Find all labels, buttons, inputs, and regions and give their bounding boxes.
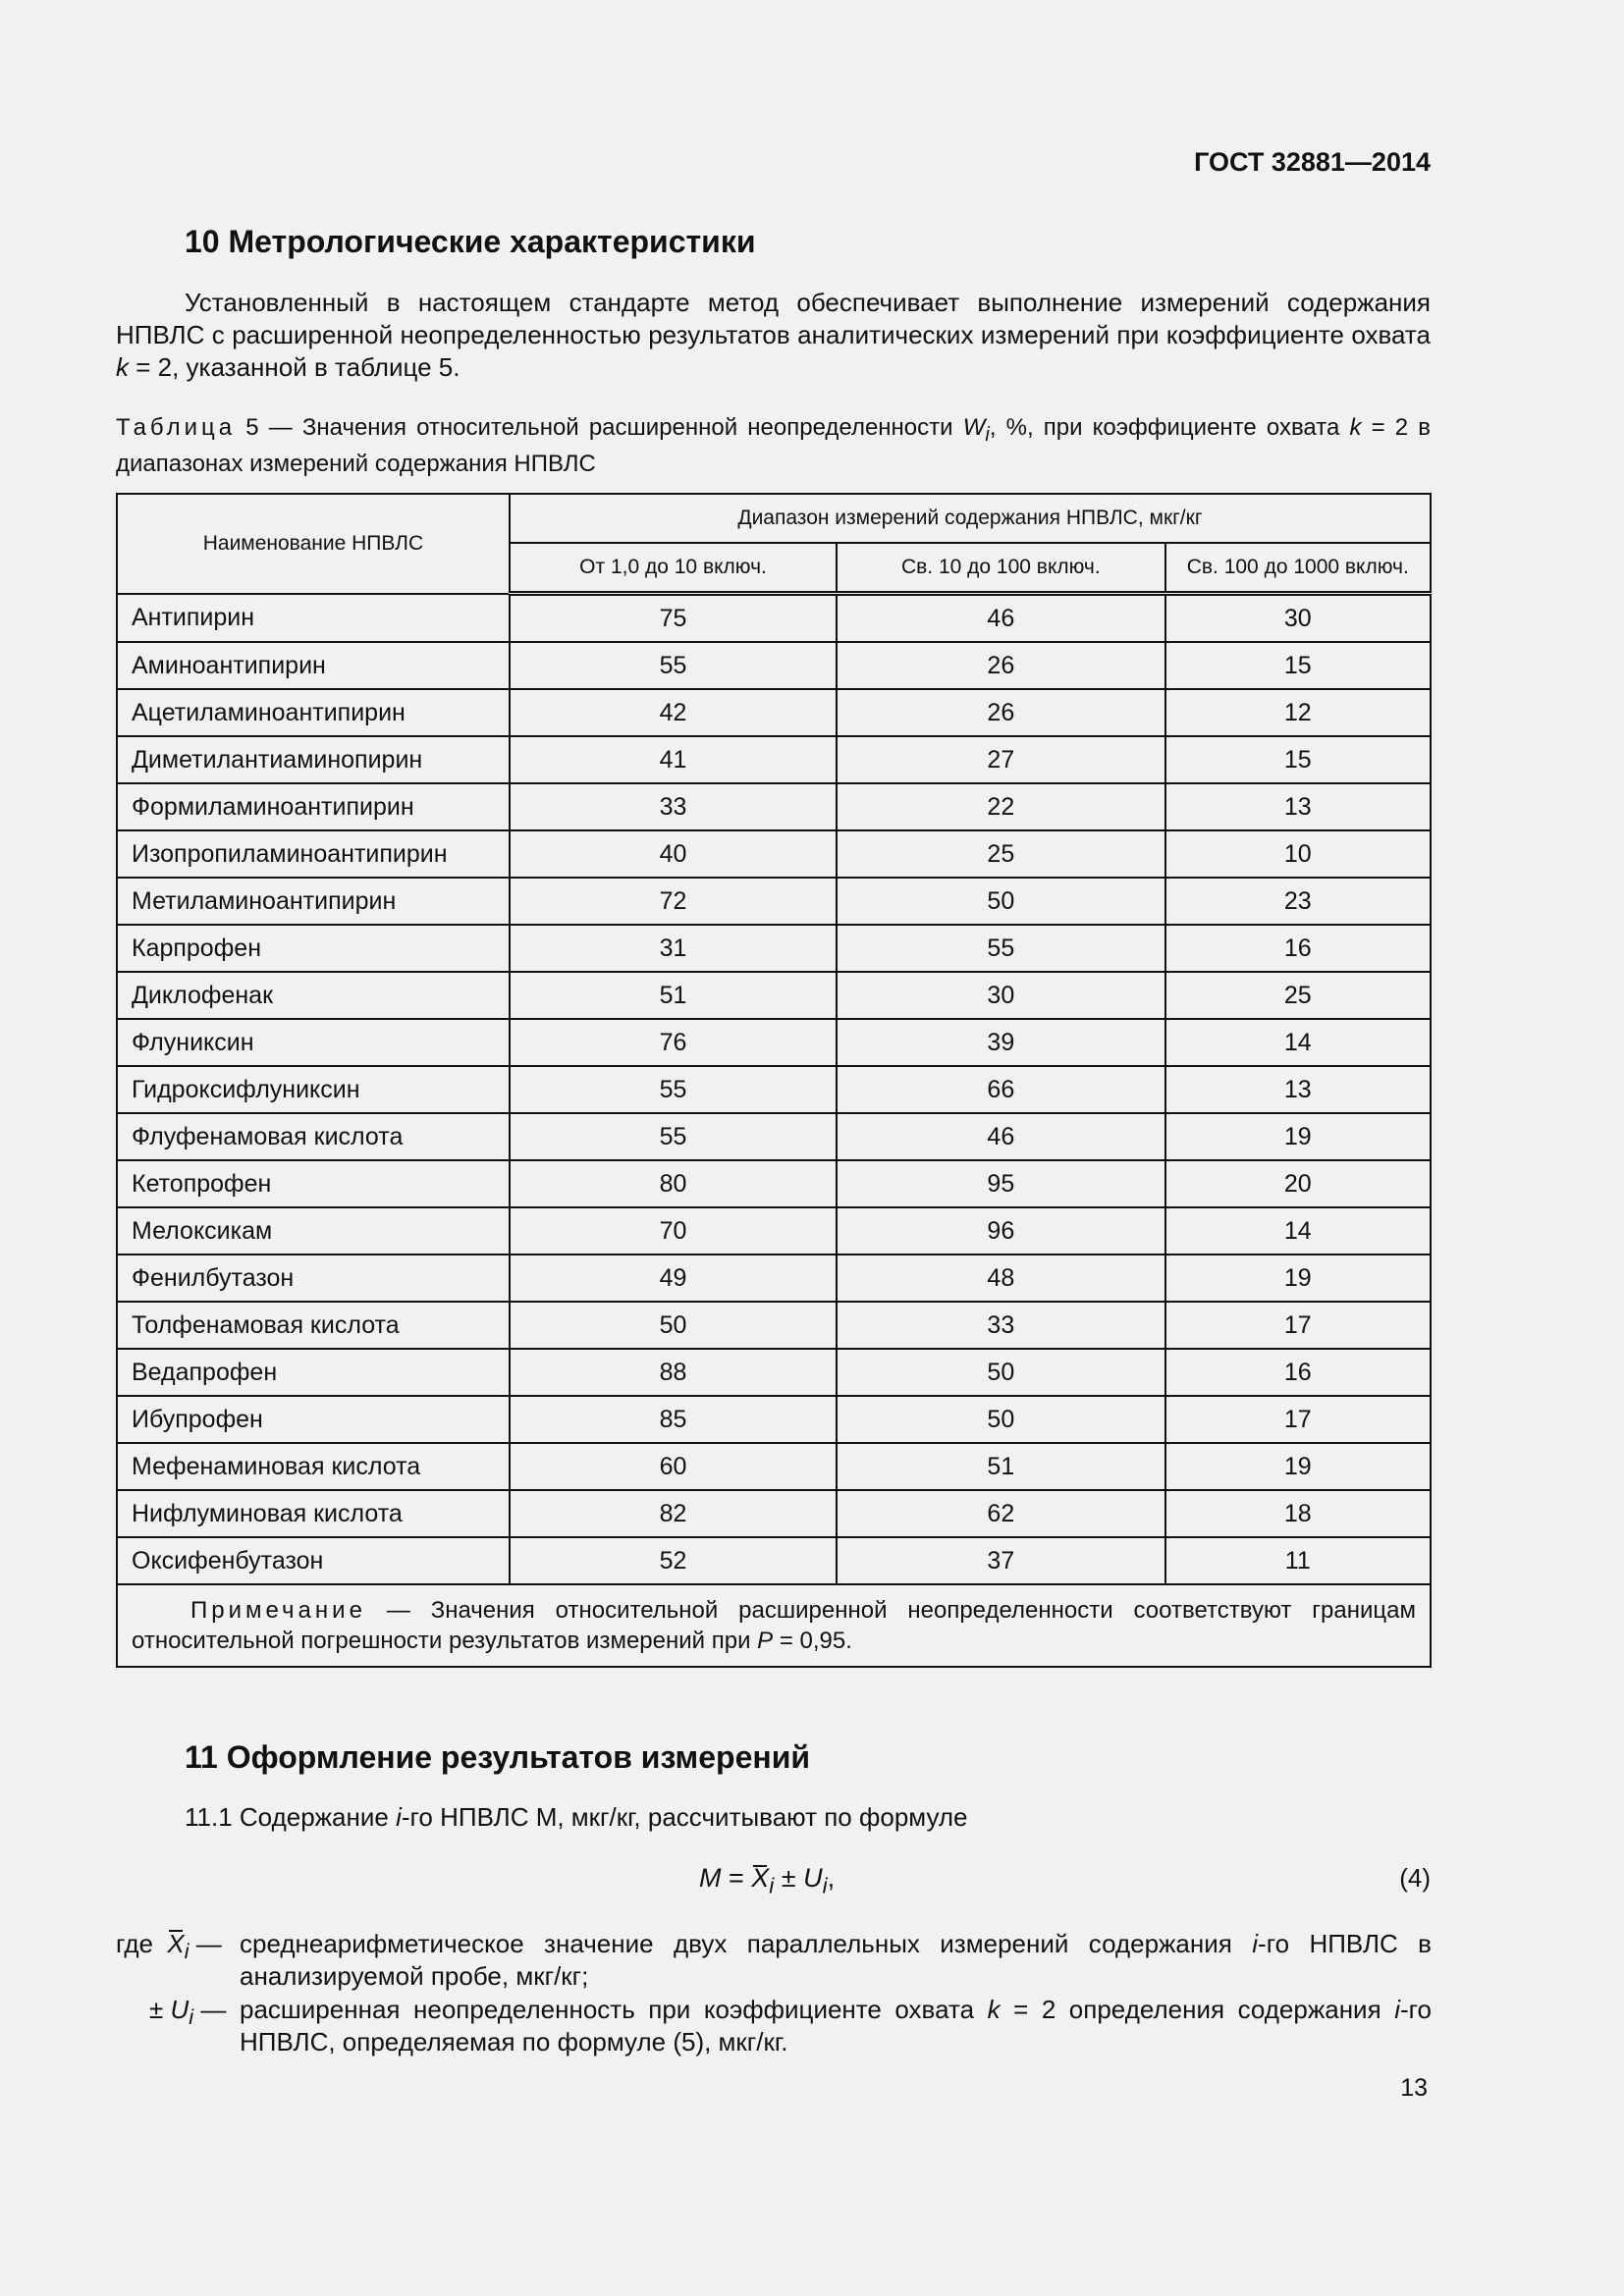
range-3-cell: 13 bbox=[1165, 783, 1432, 830]
range-1-cell: 55 bbox=[510, 1066, 837, 1113]
section-10-text: Установленный в настоящем стандарте метод обеспечивает выполнение измерений содержания НПВЛС с расширенной неопределенностью результатов аналитических измерений при коэффициенте охвата bbox=[116, 288, 1431, 349]
range-3-cell: 19 bbox=[1165, 1443, 1432, 1490]
range-2-cell: 33 bbox=[837, 1302, 1164, 1349]
range-3-cell: 20 bbox=[1165, 1160, 1432, 1207]
note-label: Примечание bbox=[190, 1597, 366, 1624]
table-5 bbox=[116, 493, 1432, 1668]
range-1-cell: 41 bbox=[510, 736, 837, 783]
table-row bbox=[117, 1302, 1431, 1349]
range-1-cell: 72 bbox=[510, 878, 837, 925]
name-cell: Фенилбутазон bbox=[117, 1255, 510, 1302]
range-3-cell: 18 bbox=[1165, 1490, 1432, 1537]
table-row bbox=[117, 736, 1431, 783]
where-x-sub: i bbox=[184, 1939, 189, 1964]
name-cell: Диклофенак bbox=[117, 972, 510, 1019]
range-1-cell: 55 bbox=[510, 1113, 837, 1160]
where-x-label bbox=[116, 1928, 222, 1967]
where-u: U bbox=[170, 1995, 189, 2024]
table-row bbox=[117, 1207, 1431, 1255]
name-cell: Кетопрофен bbox=[117, 1160, 510, 1207]
where-dash-1: — bbox=[189, 1929, 222, 1958]
caption-text-2: , %, при коэффициенте охвата bbox=[989, 414, 1350, 441]
where-u-i: i bbox=[1394, 1995, 1400, 2024]
where-dash-2: — bbox=[193, 1995, 227, 2024]
range-2-cell: 50 bbox=[837, 1396, 1164, 1443]
where-x-text-a: среднеарифметическое значение двух параллельных измерений содержания bbox=[240, 1929, 1253, 1958]
section-11-title: 11 Оформление результатов измерений bbox=[185, 1739, 811, 1775]
range-3-cell: 19 bbox=[1165, 1113, 1432, 1160]
k-symbol-caption: k bbox=[1349, 414, 1362, 441]
range-3-cell: 17 bbox=[1165, 1396, 1432, 1443]
range-2-cell: 30 bbox=[837, 972, 1164, 1019]
paragraph-11-1 bbox=[185, 1802, 968, 1833]
table-row bbox=[117, 1396, 1431, 1443]
table-row bbox=[117, 1349, 1431, 1396]
p111-text-end: -го НПВЛС М, мкг/кг, рассчитывают по формуле bbox=[401, 1802, 968, 1832]
range-2-cell: 55 bbox=[837, 925, 1164, 972]
range-1-cell: 76 bbox=[510, 1019, 837, 1066]
range-3-cell: 14 bbox=[1165, 1019, 1432, 1066]
formula-m: M bbox=[699, 1863, 722, 1893]
table-row bbox=[117, 1066, 1431, 1113]
name-cell: Аминоантипирин bbox=[117, 642, 510, 689]
table-row bbox=[117, 642, 1431, 689]
range-1-cell: 31 bbox=[510, 925, 837, 972]
caption-text-3: = 2 в диапазонах измерений содержания НПВЛС bbox=[116, 414, 1431, 477]
formula-sub-i: i bbox=[769, 1873, 775, 1898]
range-1-cell: 82 bbox=[510, 1490, 837, 1537]
range-2-cell: 51 bbox=[837, 1443, 1164, 1490]
header-range-3: Св. 100 до 1000 включ. bbox=[1165, 543, 1432, 594]
formula-eq: = bbox=[721, 1863, 752, 1893]
where-u-text-a: расширенная неопределенность при коэффициенте охвата bbox=[240, 1995, 988, 2024]
range-2-cell: 25 bbox=[837, 830, 1164, 878]
where-x-text bbox=[240, 1928, 1432, 1993]
name-cell: Карпрофен bbox=[117, 925, 510, 972]
formula-x-bar: X bbox=[751, 1863, 770, 1893]
caption-text: 5 — Значения относительной расширенной неопределенности bbox=[236, 414, 963, 441]
range-2-cell: 22 bbox=[837, 783, 1164, 830]
p-symbol: P bbox=[757, 1628, 774, 1654]
formula-pm: ± bbox=[774, 1863, 804, 1893]
formula-number: (4) bbox=[1399, 1863, 1431, 1893]
where-u-text bbox=[240, 1994, 1432, 2058]
range-3-cell: 19 bbox=[1165, 1255, 1432, 1302]
name-cell: Диметилантиаминопирин bbox=[117, 736, 510, 783]
name-cell: Мефенаминовая кислота bbox=[117, 1443, 510, 1490]
range-1-cell: 60 bbox=[510, 1443, 837, 1490]
table-row bbox=[117, 1019, 1431, 1066]
page-number: 13 bbox=[1400, 2074, 1428, 2102]
range-2-cell: 27 bbox=[837, 736, 1164, 783]
table-row bbox=[117, 1490, 1431, 1537]
where-x-bar: X bbox=[167, 1929, 185, 1958]
range-1-cell: 40 bbox=[510, 830, 837, 878]
table-note bbox=[117, 1584, 1431, 1667]
name-cell: Толфенамовая кислота bbox=[117, 1302, 510, 1349]
range-1-cell: 75 bbox=[510, 594, 837, 643]
range-2-cell: 46 bbox=[837, 1113, 1164, 1160]
range-1-cell: 70 bbox=[510, 1207, 837, 1255]
name-cell: Нифлуминовая кислота bbox=[117, 1490, 510, 1537]
table-row bbox=[117, 1113, 1431, 1160]
where-u-label bbox=[149, 1994, 226, 2033]
where-u-text-b: = 2 определения содержания bbox=[1000, 1995, 1395, 2024]
header-range-2: Св. 10 до 100 включ. bbox=[837, 543, 1164, 594]
range-2-cell: 62 bbox=[837, 1490, 1164, 1537]
name-cell: Оксифенбутазон bbox=[117, 1537, 510, 1584]
range-1-cell: 49 bbox=[510, 1255, 837, 1302]
formula-sub-i2: i bbox=[822, 1873, 828, 1898]
range-2-cell: 66 bbox=[837, 1066, 1164, 1113]
i-symbol: i bbox=[396, 1802, 402, 1832]
note-text: — Значения относительной расширенной неопределенности соответствуют границам относительной погрешности результатов измерений при bbox=[132, 1597, 1416, 1654]
where-x-definition bbox=[116, 1928, 1432, 1993]
range-3-cell: 30 bbox=[1165, 594, 1432, 643]
range-2-cell: 95 bbox=[837, 1160, 1164, 1207]
range-1-cell: 80 bbox=[510, 1160, 837, 1207]
range-2-cell: 50 bbox=[837, 878, 1164, 925]
table-row bbox=[117, 1255, 1431, 1302]
name-cell: Гидроксифлуниксин bbox=[117, 1066, 510, 1113]
where-x-text-b: -го НПВЛС в анализируемой пробе, мкг/кг; bbox=[240, 1929, 1432, 1991]
range-1-cell: 51 bbox=[510, 972, 837, 1019]
where-pm: ± bbox=[149, 1995, 171, 2024]
range-2-cell: 39 bbox=[837, 1019, 1164, 1066]
header-range-1: От 1,0 до 10 включ. bbox=[510, 543, 837, 594]
range-2-cell: 26 bbox=[837, 642, 1164, 689]
name-cell: Формиламиноантипирин bbox=[117, 783, 510, 830]
section-10-paragraph bbox=[116, 287, 1431, 384]
range-3-cell: 13 bbox=[1165, 1066, 1432, 1113]
table-row bbox=[117, 1537, 1431, 1584]
range-3-cell: 25 bbox=[1165, 972, 1432, 1019]
name-cell: Ибупрофен bbox=[117, 1396, 510, 1443]
range-3-cell: 23 bbox=[1165, 878, 1432, 925]
table-row bbox=[117, 689, 1431, 736]
table-row bbox=[117, 783, 1431, 830]
range-1-cell: 50 bbox=[510, 1302, 837, 1349]
table-row bbox=[117, 1443, 1431, 1490]
range-1-cell: 88 bbox=[510, 1349, 837, 1396]
table-row bbox=[117, 878, 1431, 925]
table-row bbox=[117, 925, 1431, 972]
name-cell: Антипирин bbox=[117, 594, 510, 643]
note-text-end: = 0,95. bbox=[773, 1628, 852, 1654]
where-u-k: k bbox=[987, 1995, 1001, 2024]
range-2-cell: 37 bbox=[837, 1537, 1164, 1584]
table-row bbox=[117, 1160, 1431, 1207]
name-cell: Метиламиноантипирин bbox=[117, 878, 510, 925]
w-symbol: W bbox=[962, 414, 986, 441]
range-3-cell: 17 bbox=[1165, 1302, 1432, 1349]
range-2-cell: 26 bbox=[837, 689, 1164, 736]
range-1-cell: 55 bbox=[510, 642, 837, 689]
table-row bbox=[117, 830, 1431, 878]
range-2-cell: 96 bbox=[837, 1207, 1164, 1255]
name-cell: Ацетиламиноантипирин bbox=[117, 689, 510, 736]
range-1-cell: 85 bbox=[510, 1396, 837, 1443]
range-3-cell: 12 bbox=[1165, 689, 1432, 736]
range-1-cell: 33 bbox=[510, 783, 837, 830]
formula-4 bbox=[699, 1863, 835, 1898]
range-1-cell: 42 bbox=[510, 689, 837, 736]
section-10-text-end: = 2, указанной в таблице 5. bbox=[129, 352, 460, 382]
formula-u: U bbox=[803, 1863, 823, 1893]
p111-text: 11.1 Содержание bbox=[185, 1802, 397, 1832]
range-3-cell: 11 bbox=[1165, 1537, 1432, 1584]
range-1-cell: 52 bbox=[510, 1537, 837, 1584]
range-2-cell: 50 bbox=[837, 1349, 1164, 1396]
section-10-title: 10 Метрологические характеристики bbox=[185, 224, 756, 259]
range-2-cell: 48 bbox=[837, 1255, 1164, 1302]
name-cell: Флуниксин bbox=[117, 1019, 510, 1066]
where-x-i: i bbox=[1252, 1929, 1259, 1958]
where-u-definition bbox=[116, 1994, 1432, 2058]
formula-comma: , bbox=[827, 1863, 836, 1893]
k-symbol: k bbox=[116, 352, 129, 382]
name-cell: Флуфенамовая кислота bbox=[117, 1113, 510, 1160]
range-2-cell: 46 bbox=[837, 594, 1164, 643]
range-3-cell: 15 bbox=[1165, 642, 1432, 689]
range-3-cell: 14 bbox=[1165, 1207, 1432, 1255]
name-cell: Ведапрофен bbox=[117, 1349, 510, 1396]
range-3-cell: 15 bbox=[1165, 736, 1432, 783]
range-3-cell: 16 bbox=[1165, 925, 1432, 972]
header-range: Диапазон измерений содержания НПВЛС, мкг/кг bbox=[510, 494, 1431, 543]
document-standard-number: ГОСТ 32881—2014 bbox=[1194, 147, 1431, 177]
table-5-caption bbox=[116, 413, 1431, 479]
caption-label: Таблица bbox=[116, 414, 237, 441]
range-3-cell: 16 bbox=[1165, 1349, 1432, 1396]
name-cell: Мелоксикам bbox=[117, 1207, 510, 1255]
header-name: Наименование НПВЛС bbox=[117, 494, 510, 594]
where-u-sub: i bbox=[189, 2004, 194, 2030]
i-subscript: i bbox=[985, 423, 990, 446]
where-prefix: где bbox=[116, 1929, 153, 1958]
range-3-cell: 10 bbox=[1165, 830, 1432, 878]
where-u-text-c: -го НПВЛС, определяемая по формуле (5), мкг/кг. bbox=[240, 1995, 1433, 2056]
table-row bbox=[117, 594, 1431, 643]
table-row bbox=[117, 972, 1431, 1019]
name-cell: Изопропиламиноантипирин bbox=[117, 830, 510, 878]
